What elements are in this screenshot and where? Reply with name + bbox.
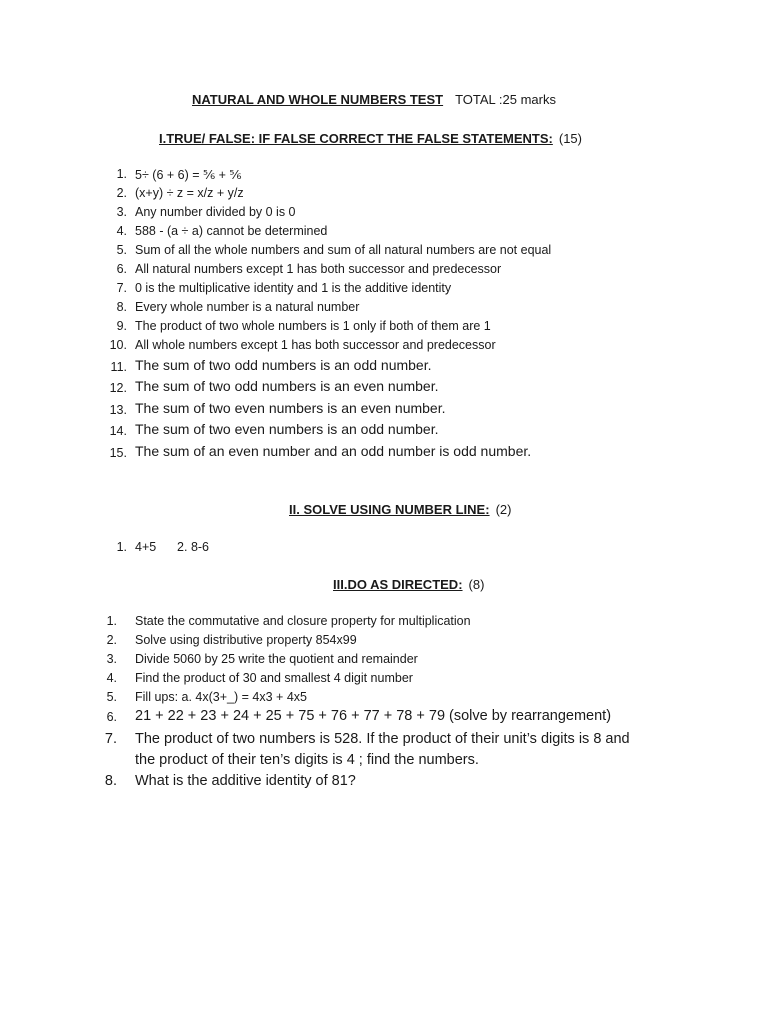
item-number: 4.: [106, 671, 117, 685]
test-title: NATURAL AND WHOLE NUMBERS TEST: [192, 92, 444, 107]
item-text: Solve using distributive property 854x99: [135, 633, 357, 647]
section3-marks: (8): [468, 577, 485, 592]
item-text: 0 is the multiplicative identity and 1 is the additive identity: [135, 281, 452, 295]
item-text: (x+y) ÷ z = x/z + y/z: [135, 186, 244, 200]
section1-marks: (15): [558, 131, 582, 146]
item-text: Divide 5060 by 25 write the quotient and remainder: [135, 652, 418, 666]
item-number: 1.: [116, 540, 127, 554]
section2-heading: II. SOLVE USING NUMBER LINE:: [289, 502, 490, 517]
item-number: 7.: [116, 281, 127, 295]
item-number: 12.: [109, 381, 127, 395]
item-number: 2.: [116, 186, 127, 200]
section2-marks: (2): [495, 502, 512, 517]
item-text: What is the additive identity of 81?: [135, 773, 356, 789]
item-number: 14.: [109, 424, 127, 438]
item-text: 5÷ (6 + 6) = ⅚ + ⅚: [135, 168, 242, 182]
item-number: 6.: [116, 262, 127, 276]
section1-heading-row: [159, 131, 582, 146]
item-text: The sum of an even number and an odd number is odd number.: [135, 443, 532, 459]
item-number: 13.: [109, 403, 127, 417]
item-number: 7.: [104, 731, 117, 747]
item-text: The product of two numbers is 528. If the product of their unit’s digits is 8 and: [135, 731, 630, 747]
section3-heading-row: [333, 577, 484, 592]
item-text: The sum of two odd numbers is an even number.: [135, 378, 439, 394]
item-number: 15.: [109, 446, 127, 460]
item-number: 4.: [116, 224, 127, 238]
item-text: 588 - (a ÷ a) cannot be determined: [135, 224, 328, 238]
item-number: 10.: [109, 338, 127, 352]
item-text: The sum of two even numbers is an odd number.: [135, 421, 439, 437]
item-number: 1.: [116, 167, 127, 181]
item-number: 8.: [104, 773, 117, 789]
section3-heading: III.DO AS DIRECTED:: [333, 577, 463, 592]
item-number: 11.: [110, 360, 127, 374]
total-marks: TOTAL :25 marks: [455, 92, 556, 107]
item-text: Every whole number is a natural number: [135, 300, 360, 314]
item-text: Any number divided by 0 is 0: [135, 205, 296, 219]
item-number: 1.: [106, 614, 117, 628]
item-number: 9.: [116, 319, 127, 333]
item-text: the product of their ten’s digits is 4 ; find the numbers.: [135, 752, 479, 768]
section1-heading: I.TRUE/ FALSE: IF FALSE CORRECT THE FALSE STATEMENTS:: [159, 131, 553, 146]
item-text: The sum of two even numbers is an even number.: [135, 400, 446, 416]
item-number: 5.: [116, 243, 127, 257]
item-text: Fill ups: a. 4x(3+_) = 4x3 + 4x5: [135, 690, 307, 704]
header: [192, 92, 556, 107]
item-text: The product of two whole numbers is 1 only if both of them are 1: [135, 319, 491, 333]
item-number: 8.: [116, 300, 127, 314]
item-text: All whole numbers except 1 has both successor and predecessor: [135, 338, 496, 352]
item-text: Sum of all the whole numbers and sum of all natural numbers are not equal: [135, 243, 552, 257]
item-number: 2.: [106, 633, 117, 647]
item-text: All natural numbers except 1 has both successor and predecessor: [135, 262, 502, 276]
item-number: 3.: [106, 652, 117, 666]
item-text: State the commutative and closure property for multiplication: [135, 614, 471, 628]
item-text: Find the product of 30 and smallest 4 digit number: [135, 671, 413, 685]
item-text: 21 + 22 + 23 + 24 + 25 + 75 + 76 + 77 + 78 + 79 (solve by rearrangement): [135, 708, 612, 724]
item-text: The sum of two odd numbers is an odd number.: [135, 357, 432, 373]
item-text: 4+5 2. 8-6: [135, 540, 210, 554]
item-number: 5.: [106, 690, 117, 704]
item-number: 3.: [116, 205, 127, 219]
section2-heading-row: [289, 502, 511, 517]
item-number: 6.: [106, 710, 117, 724]
